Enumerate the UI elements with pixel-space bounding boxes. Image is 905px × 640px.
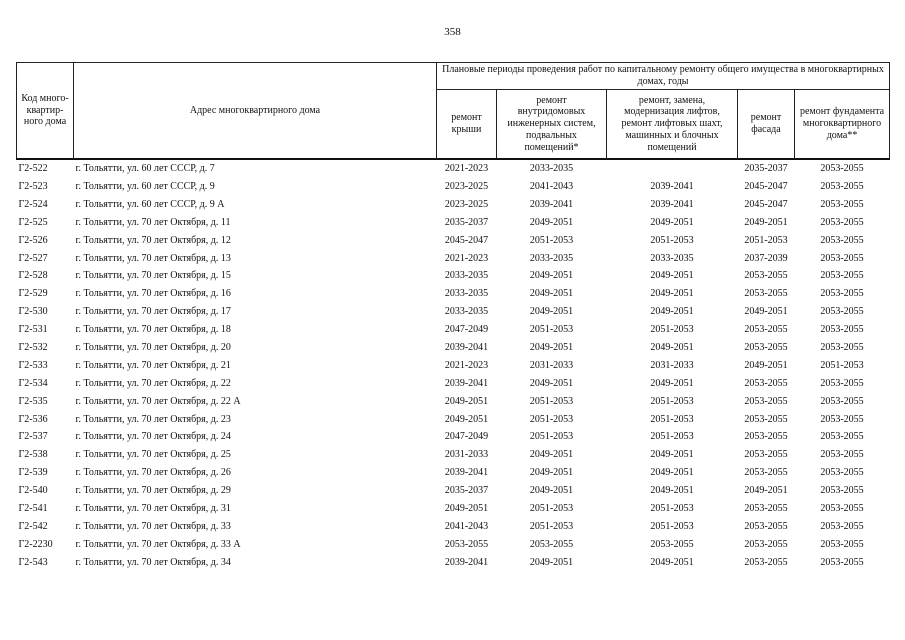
foundation-column-header: ремонт фундамента многоквартирного дома** (795, 90, 890, 160)
elevators-period-cell: 2049-2051 (650, 556, 694, 568)
table-row (17, 554, 890, 572)
roof-period-cell: 2041-2043 (444, 520, 489, 532)
facade-period-cell: 2053-2055 (744, 449, 788, 461)
roof-period-cell: 2049-2051 (444, 395, 489, 407)
address-cell: г. Тольятти, ул. 70 лет Октября, д. 25 (75, 449, 231, 461)
code-cell: Г2-535 (18, 395, 48, 407)
foundation-period-cell: 2051-2053 (820, 359, 864, 371)
address-cell: г. Тольятти, ул. 70 лет Октября, д. 16 (75, 288, 231, 300)
engineering-period-cell: 2049-2051 (529, 270, 574, 282)
engineering-period-cell: 2039-2041 (529, 198, 574, 210)
facade-period-cell: 2035-2037 (744, 163, 788, 175)
elevators-period-cell: 2033-2035 (650, 252, 694, 264)
engineering-period-cell: 2051-2053 (529, 395, 574, 407)
facade-period-cell: 2045-2047 (744, 198, 788, 210)
code-cell: Г2-530 (18, 306, 48, 318)
address-cell: г. Тольятти, ул. 70 лет Октября, д. 15 (75, 270, 231, 282)
address-column-header: Адрес многоквартирного дома (74, 63, 437, 160)
facade-column-header: ремонт фасада (738, 90, 795, 160)
code-cell: Г2-541 (18, 502, 48, 514)
facade-period-cell: 2037-2039 (744, 252, 788, 264)
facade-period-cell: 2049-2051 (744, 485, 788, 497)
planned-periods-group-header: Плановые периоды проведения работ по капитальному ремонту общего имущества в многоквартирных домах, годы (437, 63, 890, 90)
address-cell: г. Тольятти, ул. 70 лет Октября, д. 23 (75, 413, 231, 425)
engineering-period-cell: 2051-2053 (529, 502, 574, 514)
table-row (17, 464, 890, 482)
code-cell: Г2-529 (18, 288, 48, 300)
code-cell: Г2-534 (18, 377, 48, 389)
code-column-header: Код много- квартир- ного дома (17, 63, 74, 160)
foundation-period-cell: 2053-2055 (820, 395, 864, 407)
roof-period-cell: 2031-2033 (444, 449, 489, 461)
roof-period-cell: 2033-2035 (444, 270, 489, 282)
code-cell: Г2-524 (18, 198, 48, 210)
page-number: 358 (444, 26, 461, 38)
foundation-period-cell: 2053-2055 (820, 413, 864, 425)
foundation-period-cell: 2053-2055 (820, 180, 864, 192)
elevators-period-cell: 2051-2053 (650, 324, 694, 336)
roof-period-cell: 2035-2037 (444, 485, 489, 497)
facade-period-cell: 2049-2051 (744, 216, 788, 228)
elevators-period-cell: 2053-2055 (650, 538, 694, 550)
roof-period-cell: 2047-2049 (444, 324, 489, 336)
table-header (17, 63, 890, 160)
facade-period-cell: 2053-2055 (744, 467, 788, 479)
table-row (17, 303, 890, 321)
foundation-period-cell: 2053-2055 (820, 252, 864, 264)
elevators-period-cell: 2049-2051 (650, 485, 694, 497)
roof-period-cell: 2049-2051 (444, 502, 489, 514)
code-cell: Г2-526 (18, 234, 48, 246)
engineering-period-cell: 2051-2053 (529, 431, 574, 443)
repair-schedule-table (16, 62, 890, 571)
code-cell: Г2-537 (18, 431, 48, 443)
code-cell: Г2-542 (18, 520, 48, 532)
code-cell: Г2-543 (18, 556, 48, 568)
address-cell: г. Тольятти, ул. 70 лет Октября, д. 24 (75, 431, 231, 443)
address-cell: г. Тольятти, ул. 70 лет Октября, д. 17 (75, 306, 231, 318)
engineering-period-cell: 2053-2055 (529, 538, 574, 550)
foundation-period-cell: 2053-2055 (820, 234, 864, 246)
facade-period-cell: 2045-2047 (744, 180, 788, 192)
code-cell: Г2-522 (18, 163, 48, 175)
code-cell: Г2-533 (18, 359, 48, 371)
elevators-period-cell: 2051-2053 (650, 234, 694, 246)
facade-period-cell: 2049-2051 (744, 359, 788, 371)
address-cell: г. Тольятти, ул. 70 лет Октября, д. 33 А (75, 538, 241, 550)
code-cell: Г2-528 (18, 270, 48, 282)
address-cell: г. Тольятти, ул. 60 лет СССР, д. 9 (75, 180, 215, 192)
table-row (17, 249, 890, 267)
address-cell: г. Тольятти, ул. 70 лет Октября, д. 11 (75, 216, 231, 228)
roof-period-cell: 2039-2041 (444, 556, 489, 568)
table-row (17, 428, 890, 446)
code-cell: Г2-540 (18, 485, 48, 497)
table-row (17, 446, 890, 464)
elevators-period-cell: 2051-2053 (650, 413, 694, 425)
facade-period-cell: 2053-2055 (744, 556, 788, 568)
engineering-period-cell: 2049-2051 (529, 306, 574, 318)
roof-period-cell: 2021-2023 (444, 252, 489, 264)
facade-period-cell: 2053-2055 (744, 341, 788, 353)
elevators-period-cell: 2051-2053 (650, 431, 694, 443)
foundation-period-cell: 2053-2055 (820, 216, 864, 228)
elevators-period-cell: 2049-2051 (650, 341, 694, 353)
address-cell: г. Тольятти, ул. 70 лет Октября, д. 26 (75, 467, 231, 479)
engineering-period-cell: 2041-2043 (529, 180, 574, 192)
roof-period-cell: 2039-2041 (444, 377, 489, 389)
engineering-period-cell: 2049-2051 (529, 449, 574, 461)
table-row (17, 339, 890, 357)
table-row (17, 196, 890, 214)
address-cell: г. Тольятти, ул. 70 лет Октября, д. 22 А (75, 395, 241, 407)
code-cell: Г2-2230 (18, 538, 53, 550)
elevators-period-cell: 2051-2053 (650, 520, 694, 532)
table-row (17, 518, 890, 536)
foundation-period-cell: 2053-2055 (820, 485, 864, 497)
address-cell: г. Тольятти, ул. 70 лет Октября, д. 12 (75, 234, 231, 246)
engineering-period-cell: 2049-2051 (529, 377, 574, 389)
code-cell: Г2-536 (18, 413, 48, 425)
elevators-period-cell: 2049-2051 (650, 449, 694, 461)
elevators-period-cell: 2051-2053 (650, 502, 694, 514)
foundation-period-cell: 2053-2055 (820, 377, 864, 389)
elevators-period-cell: 2049-2051 (650, 377, 694, 389)
address-cell: г. Тольятти, ул. 60 лет СССР, д. 9 А (75, 198, 225, 210)
elevators-period-cell (607, 159, 738, 178)
table-row (17, 159, 890, 178)
foundation-period-cell: 2053-2055 (820, 538, 864, 550)
engineering-period-cell: 2049-2051 (529, 288, 574, 300)
elevators-column-header: ремонт, замена, модернизация лифтов, ремонт лифтовых шахт, машинных и блочных помещений (607, 90, 738, 160)
elevators-period-cell: 2049-2051 (650, 467, 694, 479)
roof-period-cell: 2023-2025 (444, 198, 489, 210)
table-row (17, 267, 890, 285)
address-cell: г. Тольятти, ул. 70 лет Октября, д. 31 (75, 502, 231, 514)
facade-period-cell: 2053-2055 (744, 324, 788, 336)
roof-period-cell: 2021-2023 (444, 163, 489, 175)
code-cell: Г2-539 (18, 467, 48, 479)
table-row (17, 357, 890, 375)
address-cell: г. Тольятти, ул. 70 лет Октября, д. 29 (75, 485, 231, 497)
foundation-period-cell: 2053-2055 (820, 431, 864, 443)
facade-period-cell: 2053-2055 (744, 395, 788, 407)
elevators-period-cell: 2039-2041 (650, 180, 694, 192)
address-cell: г. Тольятти, ул. 60 лет СССР, д. 7 (75, 163, 215, 175)
facade-period-cell: 2053-2055 (744, 270, 788, 282)
facade-period-cell: 2049-2051 (744, 306, 788, 318)
elevators-period-cell: 2049-2051 (650, 306, 694, 318)
table-row (17, 178, 890, 196)
code-cell: Г2-525 (18, 216, 48, 228)
address-cell: г. Тольятти, ул. 70 лет Октября, д. 13 (75, 252, 231, 264)
address-cell: г. Тольятти, ул. 70 лет Октября, д. 20 (75, 341, 231, 353)
table-row (17, 410, 890, 428)
foundation-period-cell: 2053-2055 (820, 520, 864, 532)
roof-period-cell: 2021-2023 (444, 359, 489, 371)
engineering-column-header: ремонт внутридомовых инженерных систем, подвальных помещений* (497, 90, 607, 160)
foundation-period-cell: 2053-2055 (820, 270, 864, 282)
facade-period-cell: 2051-2053 (744, 234, 788, 246)
table-body (17, 159, 890, 571)
foundation-period-cell: 2053-2055 (820, 306, 864, 318)
engineering-period-cell: 2031-2033 (529, 359, 574, 371)
elevators-period-cell: 2049-2051 (650, 270, 694, 282)
engineering-period-cell: 2049-2051 (529, 467, 574, 479)
table-row (17, 482, 890, 500)
engineering-period-cell: 2033-2035 (529, 252, 574, 264)
table-row (17, 285, 890, 303)
code-cell: Г2-531 (18, 324, 48, 336)
code-cell: Г2-527 (18, 252, 48, 264)
facade-period-cell: 2053-2055 (744, 431, 788, 443)
roof-period-cell: 2047-2049 (444, 431, 489, 443)
roof-period-cell: 2023-2025 (444, 180, 489, 192)
roof-period-cell: 2049-2051 (444, 413, 489, 425)
elevators-period-cell: 2039-2041 (650, 198, 694, 210)
table-row (17, 232, 890, 250)
foundation-period-cell: 2053-2055 (820, 341, 864, 353)
engineering-period-cell: 2051-2053 (529, 324, 574, 336)
table-row (17, 375, 890, 393)
facade-period-cell: 2053-2055 (744, 502, 788, 514)
code-cell: Г2-538 (18, 449, 48, 461)
engineering-period-cell: 2049-2051 (529, 216, 574, 228)
foundation-period-cell: 2053-2055 (820, 198, 864, 210)
elevators-period-cell: 2049-2051 (650, 288, 694, 300)
foundation-period-cell: 2053-2055 (820, 467, 864, 479)
roof-period-cell: 2045-2047 (444, 234, 489, 246)
engineering-period-cell: 2051-2053 (529, 234, 574, 246)
roof-column-header: ремонт крыши (437, 90, 497, 160)
foundation-period-cell: 2053-2055 (820, 163, 864, 175)
address-cell: г. Тольятти, ул. 70 лет Октября, д. 18 (75, 324, 231, 336)
facade-period-cell: 2053-2055 (744, 288, 788, 300)
engineering-period-cell: 2049-2051 (529, 485, 574, 497)
roof-period-cell: 2033-2035 (444, 306, 489, 318)
foundation-period-cell: 2053-2055 (820, 449, 864, 461)
table-row (17, 536, 890, 554)
facade-period-cell: 2053-2055 (744, 413, 788, 425)
address-cell: г. Тольятти, ул. 70 лет Октября, д. 21 (75, 359, 231, 371)
engineering-period-cell: 2033-2035 (529, 163, 574, 175)
elevators-period-cell: 2051-2053 (650, 395, 694, 407)
table-row (17, 500, 890, 518)
foundation-period-cell: 2053-2055 (820, 324, 864, 336)
engineering-period-cell: 2051-2053 (529, 520, 574, 532)
engineering-period-cell: 2049-2051 (529, 341, 574, 353)
engineering-period-cell: 2051-2053 (529, 413, 574, 425)
foundation-period-cell: 2053-2055 (820, 502, 864, 514)
roof-period-cell: 2035-2037 (444, 216, 489, 228)
code-cell: Г2-523 (18, 180, 48, 192)
roof-period-cell: 2039-2041 (444, 341, 489, 353)
table-row (17, 321, 890, 339)
roof-period-cell: 2033-2035 (444, 288, 489, 300)
elevators-period-cell: 2049-2051 (650, 216, 694, 228)
address-cell: г. Тольятти, ул. 70 лет Октября, д. 22 (75, 377, 231, 389)
table-row (17, 393, 890, 411)
roof-period-cell: 2053-2055 (444, 538, 489, 550)
code-cell: Г2-532 (18, 341, 48, 353)
foundation-period-cell: 2053-2055 (820, 288, 864, 300)
roof-period-cell: 2039-2041 (444, 467, 489, 479)
engineering-period-cell: 2049-2051 (529, 556, 574, 568)
elevators-period-cell: 2031-2033 (650, 359, 694, 371)
facade-period-cell: 2053-2055 (744, 377, 788, 389)
facade-period-cell: 2053-2055 (744, 538, 788, 550)
address-cell: г. Тольятти, ул. 70 лет Октября, д. 33 (75, 520, 231, 532)
foundation-period-cell: 2053-2055 (820, 556, 864, 568)
facade-period-cell: 2053-2055 (744, 520, 788, 532)
table-row (17, 214, 890, 232)
address-cell: г. Тольятти, ул. 70 лет Октября, д. 34 (75, 556, 231, 568)
